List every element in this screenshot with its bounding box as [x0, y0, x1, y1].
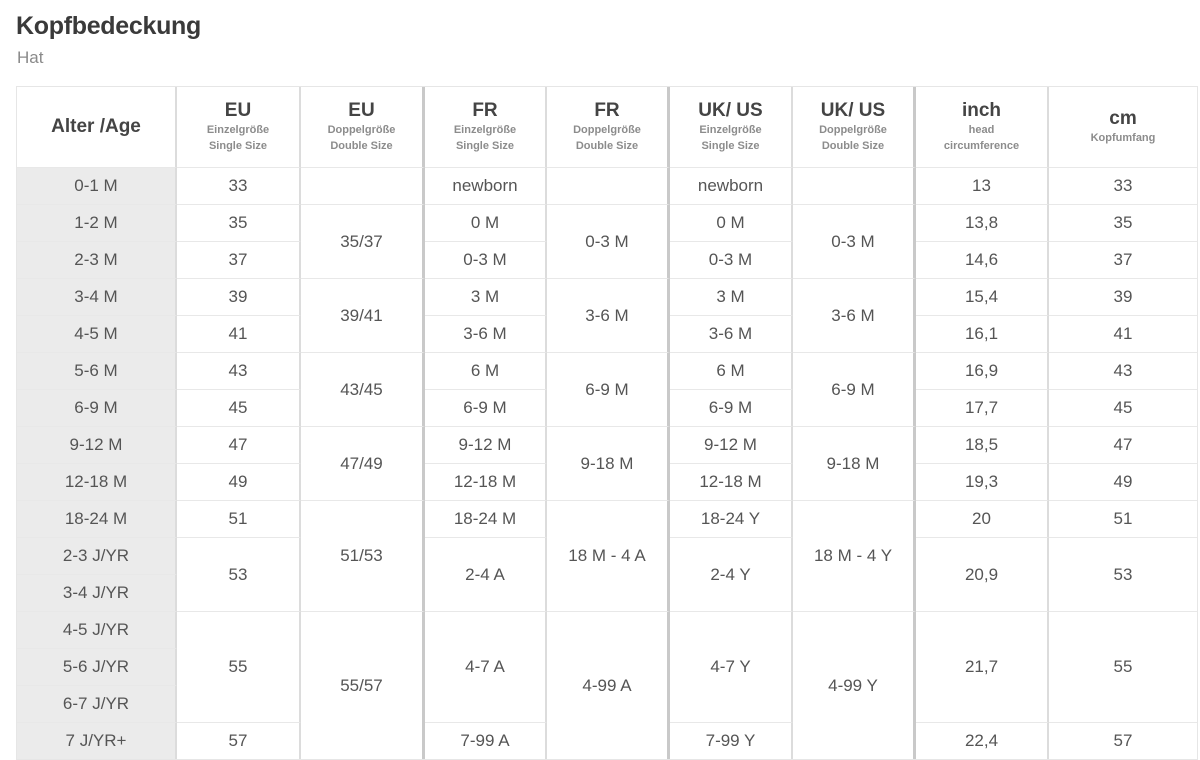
age-cell: 4-5 M: [17, 315, 177, 352]
ukus-single-cell: newborn: [670, 167, 793, 204]
eu-single-cell: 41: [177, 315, 301, 352]
eu-double-cell: [301, 167, 425, 204]
ukus-single-cell: 0 M: [670, 204, 793, 241]
table-row: [17, 352, 1197, 389]
age-cell: 6-7 J/YR: [17, 685, 177, 722]
eu-single-cell: 49: [177, 463, 301, 500]
inch-cell: 13: [916, 167, 1049, 204]
ukus-single-cell: 0-3 M: [670, 241, 793, 278]
ukus-double-cell: 3-6 M: [793, 278, 916, 352]
ukus-double-cell: [793, 167, 916, 204]
ukus-single-cell: 7-99 Y: [670, 722, 793, 759]
cm-cell: 45: [1049, 389, 1197, 426]
age-cell: 2-3 M: [17, 241, 177, 278]
header-cm: cm Kopfumfang: [1049, 87, 1197, 167]
fr-single-cell: 6-9 M: [425, 389, 547, 426]
ukus-double-cell: 0-3 M: [793, 204, 916, 278]
age-cell: 1-2 M: [17, 204, 177, 241]
table-row: [17, 611, 1197, 648]
inch-cell: 16,1: [916, 315, 1049, 352]
eu-single-cell: 43: [177, 352, 301, 389]
fr-double-cell: 18 M - 4 A: [547, 500, 670, 611]
cm-cell: 49: [1049, 463, 1197, 500]
fr-single-cell: newborn: [425, 167, 547, 204]
fr-double-cell: [547, 167, 670, 204]
fr-single-cell: 2-4 A: [425, 537, 547, 611]
cm-cell: 43: [1049, 352, 1197, 389]
fr-double-cell: 9-18 M: [547, 426, 670, 500]
inch-cell: 13,8: [916, 204, 1049, 241]
ukus-single-cell: 2-4 Y: [670, 537, 793, 611]
cm-cell: 37: [1049, 241, 1197, 278]
size-chart-table: [16, 86, 1198, 760]
header-ukus-double: UK/ US Doppelgröße Double Size: [793, 87, 916, 167]
header-fr-single: FR Einzelgröße Single Size: [425, 87, 547, 167]
inch-cell: 21,7: [916, 611, 1049, 722]
age-cell: 12-18 M: [17, 463, 177, 500]
age-cell: 5-6 M: [17, 352, 177, 389]
header-age: Alter /Age: [17, 87, 177, 167]
page-title: Kopfbedeckung: [16, 12, 201, 40]
eu-single-cell: 35: [177, 204, 301, 241]
eu-double-cell: 47/49: [301, 426, 425, 500]
eu-single-cell: 55: [177, 611, 301, 722]
fr-single-cell: 4-7 A: [425, 611, 547, 722]
eu-single-cell: 45: [177, 389, 301, 426]
age-cell: 6-9 M: [17, 389, 177, 426]
age-cell: 3-4 J/YR: [17, 574, 177, 611]
table-row: [17, 278, 1197, 315]
inch-cell: 18,5: [916, 426, 1049, 463]
age-cell: 4-5 J/YR: [17, 611, 177, 648]
age-cell: 9-12 M: [17, 426, 177, 463]
inch-cell: 14,6: [916, 241, 1049, 278]
fr-single-cell: 0 M: [425, 204, 547, 241]
ukus-single-cell: 12-18 M: [670, 463, 793, 500]
header-fr-double: FR Doppelgröße Double Size: [547, 87, 670, 167]
fr-double-cell: 6-9 M: [547, 352, 670, 426]
page-subtitle: Hat: [17, 48, 44, 67]
ukus-single-cell: 3-6 M: [670, 315, 793, 352]
age-cell: 0-1 M: [17, 167, 177, 204]
eu-double-cell: 35/37: [301, 204, 425, 278]
fr-single-cell: 7-99 A: [425, 722, 547, 759]
inch-cell: 15,4: [916, 278, 1049, 315]
ukus-double-cell: 9-18 M: [793, 426, 916, 500]
header-eu-single: EU Einzelgröße Single Size: [177, 87, 301, 167]
cm-cell: 35: [1049, 204, 1197, 241]
inch-cell: 19,3: [916, 463, 1049, 500]
eu-double-cell: 55/57: [301, 611, 425, 759]
cm-cell: 41: [1049, 315, 1197, 352]
table-row: [17, 167, 1197, 204]
inch-cell: 20: [916, 500, 1049, 537]
ukus-double-cell: 6-9 M: [793, 352, 916, 426]
table-row: [17, 500, 1197, 537]
table-row: [17, 426, 1197, 463]
ukus-single-cell: 18-24 Y: [670, 500, 793, 537]
header-eu-double: EU Doppelgröße Double Size: [301, 87, 425, 167]
inch-cell: 16,9: [916, 352, 1049, 389]
fr-single-cell: 12-18 M: [425, 463, 547, 500]
eu-double-cell: 39/41: [301, 278, 425, 352]
fr-double-cell: 4-99 A: [547, 611, 670, 759]
inch-cell: 22,4: [916, 722, 1049, 759]
cm-cell: 53: [1049, 537, 1197, 611]
eu-double-cell: 51/53: [301, 500, 425, 611]
size-chart-body: [17, 167, 1197, 759]
fr-single-cell: 0-3 M: [425, 241, 547, 278]
fr-single-cell: 6 M: [425, 352, 547, 389]
ukus-single-cell: 4-7 Y: [670, 611, 793, 722]
cm-cell: 55: [1049, 611, 1197, 722]
cm-cell: 33: [1049, 167, 1197, 204]
cm-cell: 51: [1049, 500, 1197, 537]
fr-single-cell: 9-12 M: [425, 426, 547, 463]
fr-double-cell: 3-6 M: [547, 278, 670, 352]
fr-single-cell: 18-24 M: [425, 500, 547, 537]
cm-cell: 39: [1049, 278, 1197, 315]
age-cell: 5-6 J/YR: [17, 648, 177, 685]
fr-single-cell: 3-6 M: [425, 315, 547, 352]
eu-single-cell: 39: [177, 278, 301, 315]
cm-cell: 47: [1049, 426, 1197, 463]
eu-single-cell: 37: [177, 241, 301, 278]
fr-double-cell: 0-3 M: [547, 204, 670, 278]
header-row: [17, 87, 1197, 167]
age-cell: 2-3 J/YR: [17, 537, 177, 574]
ukus-single-cell: 6-9 M: [670, 389, 793, 426]
header-ukus-single: UK/ US Einzelgröße Single Size: [670, 87, 793, 167]
age-cell: 7 J/YR+: [17, 722, 177, 759]
inch-cell: 17,7: [916, 389, 1049, 426]
header-inch: inch head circumference: [916, 87, 1049, 167]
eu-single-cell: 47: [177, 426, 301, 463]
age-cell: 3-4 M: [17, 278, 177, 315]
age-cell: 18-24 M: [17, 500, 177, 537]
eu-single-cell: 51: [177, 500, 301, 537]
fr-single-cell: 3 M: [425, 278, 547, 315]
ukus-double-cell: 4-99 Y: [793, 611, 916, 759]
ukus-single-cell: 3 M: [670, 278, 793, 315]
cm-cell: 57: [1049, 722, 1197, 759]
ukus-single-cell: 9-12 M: [670, 426, 793, 463]
ukus-double-cell: 18 M - 4 Y: [793, 500, 916, 611]
inch-cell: 20,9: [916, 537, 1049, 611]
table-row: [17, 204, 1197, 241]
eu-single-cell: 33: [177, 167, 301, 204]
ukus-single-cell: 6 M: [670, 352, 793, 389]
eu-double-cell: 43/45: [301, 352, 425, 426]
eu-single-cell: 57: [177, 722, 301, 759]
eu-single-cell: 53: [177, 537, 301, 611]
